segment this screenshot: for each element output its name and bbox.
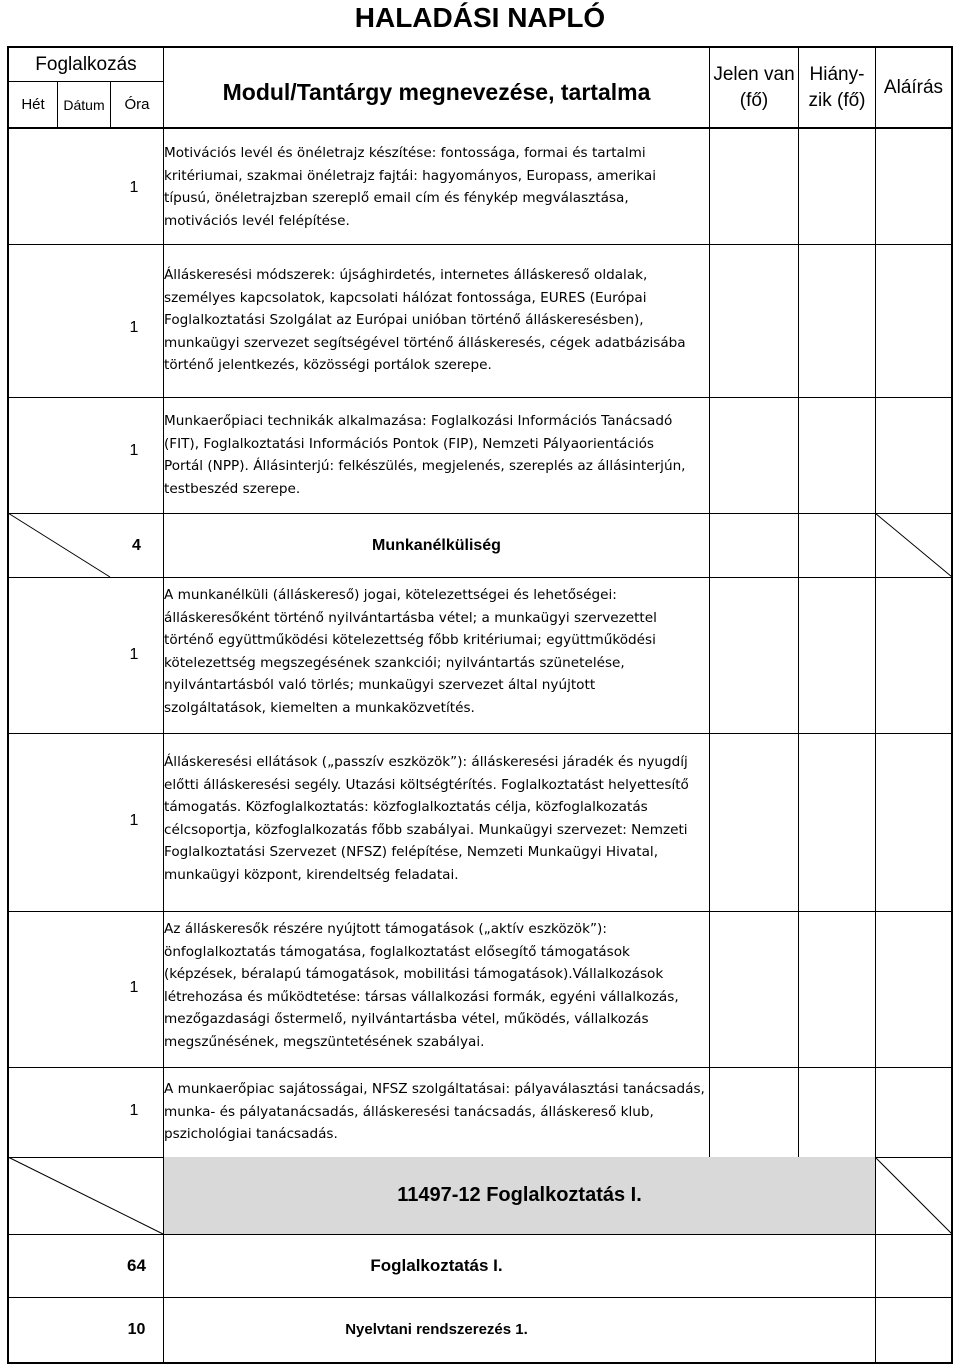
section-title: Munkanélküliség	[372, 536, 501, 554]
header-hianyzik	[799, 48, 875, 127]
row-hours: 1	[129, 319, 139, 336]
header-jelen-van-line2: (fő)	[739, 89, 769, 111]
header-ora: Óra	[124, 96, 150, 113]
header-foglalkozas: Foglalkozás	[35, 53, 137, 75]
row-description: Álláskeresési módszerek: újsághirdetés, internetes álláskereső oldalak, személyes kapcsolatok, kapcsolati hálózat fontossága, EURES (Európai Foglalkoztatási Szolgálat az Európai unióban történő álláskeresésben), munkaügyi szervezet segítségével történő álláskeresés, cégek adatbázisába történő jelentkezés, közösségi portálok szerepe.	[164, 267, 686, 374]
row-hours: 1	[129, 1102, 139, 1119]
row-description: Álláskeresési ellátások („passzív eszközök”): álláskeresési járadék és nyugdíj előtti álláskeresési segély. Utazási költségtérítés. Foglalkoztatást helyettesítő támogatás. Közfoglalkoztatás: közfoglalkoztatás célja, közfoglalkozatás célcsoportja, közfoglalkozatás főbb szabályai. Munkaügyi szervezet: Nemzeti Foglalkoztatási Szervezet (NFSZ) felépítése, Nemzeti Munkaügyi Hivatal, munkaügyi központ, kirendeltség feladatai.	[164, 754, 689, 883]
page-title: HALADÁSI NAPLÓ	[354, 2, 606, 33]
row-description: Az álláskeresők részére nyújtott támogatások („aktív eszközök”): önfoglalkoztatás támogatása, foglalkoztatást elősegítő támogatások (képzések, béralapú támogatások, mobilitási támogatások).Vállalkozások létrehozása és működtetése: társas vállalkozási formák, egyéni vállalkozás, mezőgazdasági őstermelő, nyilvántartásba vétel, működés, vállalkozás megszűnésének, megszüntetésének szabályai.	[164, 921, 679, 1050]
subject-hours: 10	[127, 1320, 146, 1338]
subject-hours: 64	[127, 1256, 146, 1275]
header-datum: Dátum	[63, 96, 105, 113]
row-hours: 1	[129, 812, 139, 829]
section-hours: 4	[132, 536, 141, 554]
header-alairas: Aláírás	[883, 76, 944, 98]
header-jelen-van	[710, 48, 798, 127]
row-hours: 1	[129, 179, 139, 196]
row-hours: 1	[129, 979, 139, 996]
row-description: A munkanélküli (álláskereső) jogai, kötelezettségei és lehetőségei: álláskeresőként történő nyilvántartásba vétel; a munkaügyi szervezettel történő együttműködési kötelezettség főbb kritériumai; együttműködési kötelezettség megszegésének szankciói; nyilvántartás szünetelése, nyilvántartásból való törlés; munkaügyi szervezet által nyújtott szolgáltatások, kiemelten a munkaközvetítés.	[164, 587, 657, 716]
subject-title: Nyelvtani rendszerezés 1.	[345, 1321, 528, 1338]
row-description: A munkaerőpiac sajátosságai, NFSZ szolgáltatásai: pályaválasztási tanácsadás, munka- és pályatanácsadás, álláskeresési tanácsadás, álláskereső klub, pszichológiai tanácsadás.	[164, 1081, 705, 1143]
header-hianyzik-line2: zik (fő)	[808, 89, 866, 111]
row-description: Motivációs levél és önéletrajz készítése: fontossága, formai és tartalmi kritériumai, szakmai önéletrajz fajtái: hagyományos, Europass, amerikai típusú, önéletrajzban szereplő email cím és fénykép megválasztása, motivációs levél felépítése.	[164, 145, 656, 229]
header-hianyzik-line1: Hiány-	[809, 63, 865, 85]
row-hours: 1	[129, 646, 139, 663]
row-description: Munkaerőpiaci technikák alkalmazása: Foglalkozási Információs Tanácsadó (FIT), Foglalkoztatási Információs Pontok (FIP), Nemzeti Pályaorientációs Portál (NPP). Állásinterjú: felkészülés, megjelenés, szereplés az állásinterjún, testbeszéd szerepe.	[164, 413, 686, 497]
module-title: 11497-12 Foglalkoztatás I.	[397, 1183, 642, 1206]
header-jelen-van-line1: Jelen van	[713, 63, 795, 85]
header-het: Hét	[21, 96, 45, 113]
header-modul: Modul/Tantárgy megnevezése, tartalma	[222, 79, 651, 105]
row-hours: 1	[129, 442, 139, 459]
subject-title: Foglalkoztatás I.	[370, 1256, 503, 1275]
